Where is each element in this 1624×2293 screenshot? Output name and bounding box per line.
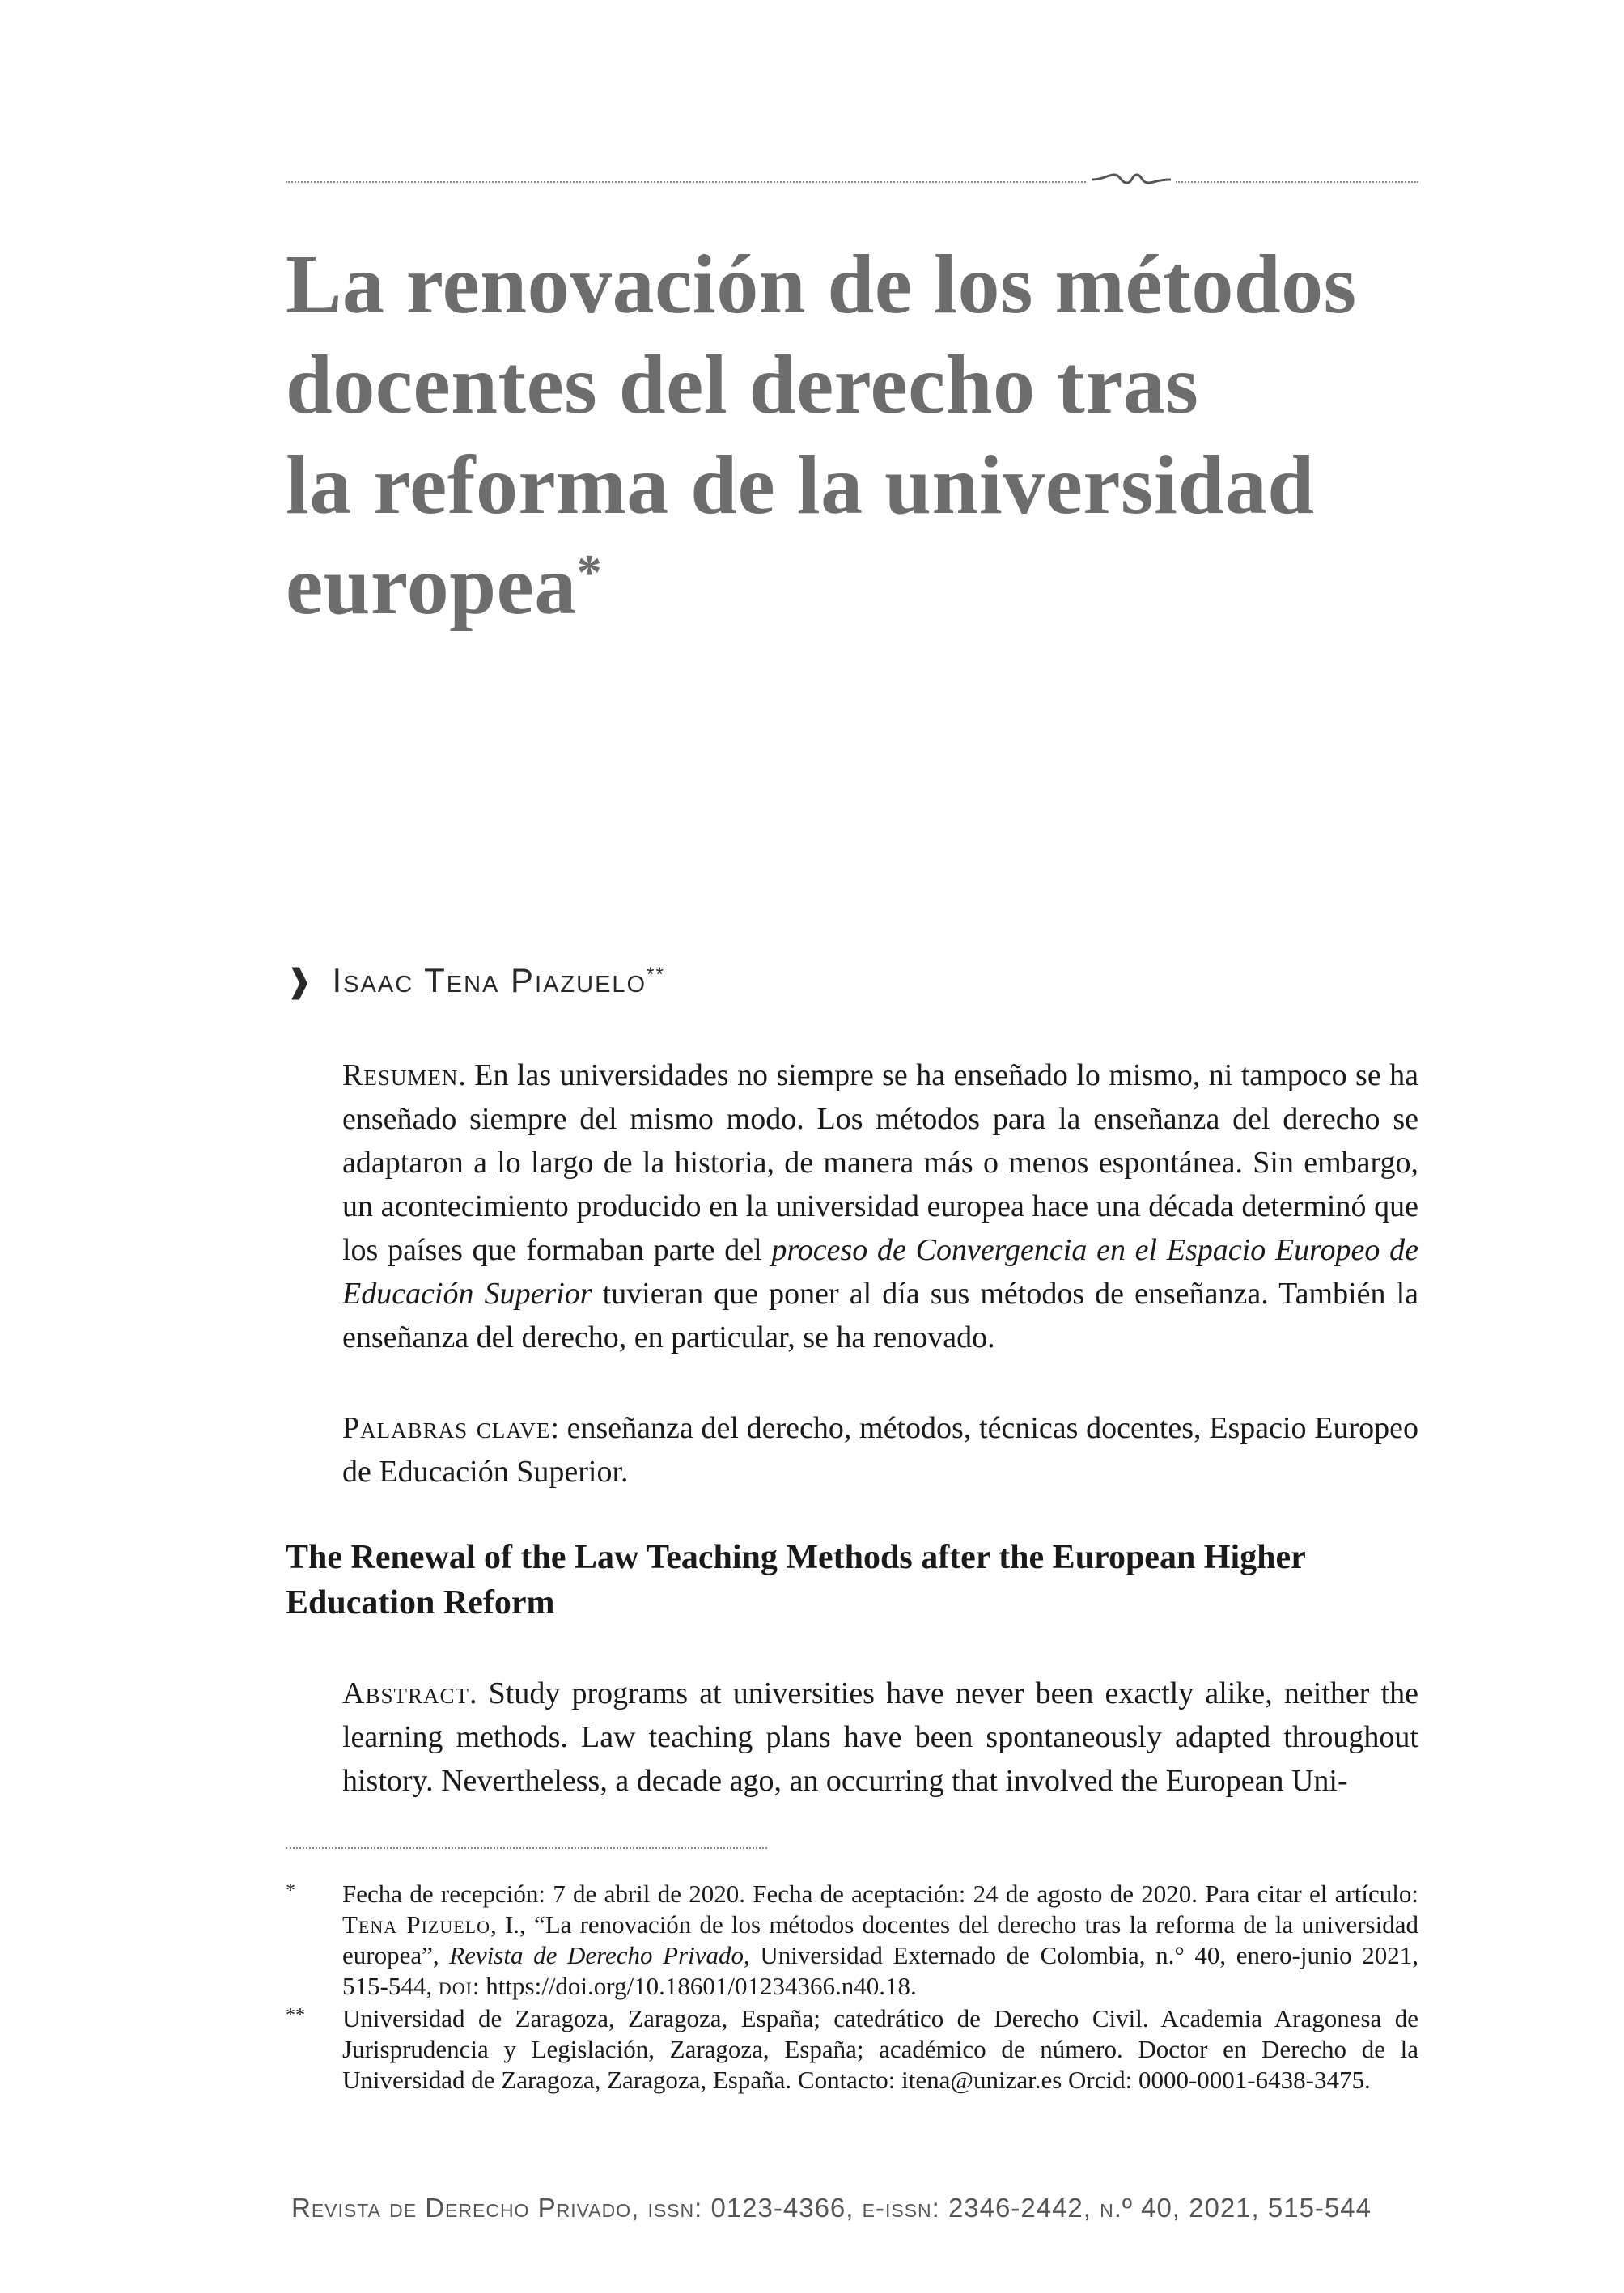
abstract-es-text-2: tuvieran que poner al día sus métodos de enseñanza. También la enseñanza del derecho, en particular, se ha renovado. [342, 1277, 1418, 1354]
top-ornamental-rule [286, 180, 1418, 183]
title-footnote-mark: * [576, 545, 603, 600]
bullet-marker-icon: ❱ [286, 963, 313, 1000]
abstract-es-label: Resumen [342, 1058, 459, 1092]
ornament-icon [1087, 168, 1176, 189]
title-line: la reforma de la universidad [286, 439, 1315, 532]
author-footnote-mark: ** [647, 964, 665, 985]
dotted-rule [286, 181, 1418, 183]
keywords-es-label: Palabras clave [342, 1411, 551, 1445]
abstract-es [342, 1053, 1418, 1359]
author-line [286, 961, 1418, 1000]
author-name: Isaac Tena Piazuelo [332, 961, 647, 999]
abstract-es-italic: proceso de Convergencia en el Espacio Europeo de Educación Superior [342, 1233, 1419, 1311]
footnote-1-journal: Revista de Derecho Privado [449, 1941, 744, 1969]
footnote-1-text: , Universidad Externado de Colombia, n.° 40, enero-junio 2021, 515-544, [342, 1941, 1418, 2000]
footnote-1-text: Fecha de recepción: 7 de abril de 2020. Fecha de aceptación: 24 de agosto de 2020. Para citar el artículo: [342, 1880, 1418, 1908]
english-title: The Renewal of the Law Teaching Methods after the European Higher Education Reform [286, 1539, 1306, 1621]
keywords-es [342, 1406, 1418, 1494]
footnote-1-cite-author: Tena Pizuelo [342, 1910, 490, 1939]
keywords-es-text: : enseñanza del derecho, métodos, técnicas docentes, Espacio Europeo de Educación Superior. [342, 1411, 1418, 1489]
footnote-2-mark: ** [286, 2005, 305, 2026]
title-line [286, 536, 1418, 647]
footnote-1-doi-link[interactable]: : https://doi.org/10.18601/01234366.n40.18. [472, 1972, 917, 2000]
title-last-word: europea [286, 539, 577, 632]
abstract-es-text-1: . En las universidades no siempre se ha enseñado lo mismo, ni tampoco se ha enseñado siempre del mismo modo. Los métodos para la enseñanza del derecho se adaptaron a lo largo de la historia, de manera más o menos espontánea. Sin embargo, un acontecimiento producido en la universidad europea hace una década determinó que los países que formaban parte del [342, 1058, 1418, 1267]
abstract-en-text: . Study programs at universities have never been exactly alike, neither the learning methods. Law teaching plans have been spontaneously adapted throughout history. Nevertheless, a decade ago, an occurring that involved the European Uni- [342, 1676, 1418, 1798]
footnote-1-mark: * [286, 1880, 295, 1901]
abstract-en-label: Abstract [342, 1676, 469, 1710]
footnote-1-doi-label: doi [438, 1972, 473, 2000]
journal-footer: Revista de Derecho Privado, issn: 0123-4366, e-issn: 2346-2442, n.º 40, 2021, 515-544 [291, 2193, 1372, 2223]
article-title [286, 235, 1418, 647]
title-line: docentes del derecho tras [286, 338, 1199, 431]
abstract-en [342, 1672, 1418, 1803]
title-line: La renovación de los métodos [286, 238, 1357, 331]
footnote-1-body [342, 1879, 1418, 2002]
footnote-separator [286, 1847, 767, 1849]
footnote-1-text: , I., “La renovación de los métodos docentes del derecho tras la reforma de la universidad europea”, [342, 1910, 1418, 1969]
footnote-2-body: Universidad de Zaragoza, Zaragoza, España; catedrático de Derecho Civil. Academia Aragonesa de Jurisprudencia y Legislación, Zaragoza, España; académico de número. Doctor en Derecho de la Universidad de Zaragoza, Zaragoza, España. Contacto: itena@unizar.es Orcid: 0000-0001-6438-3475. [342, 2004, 1418, 2094]
